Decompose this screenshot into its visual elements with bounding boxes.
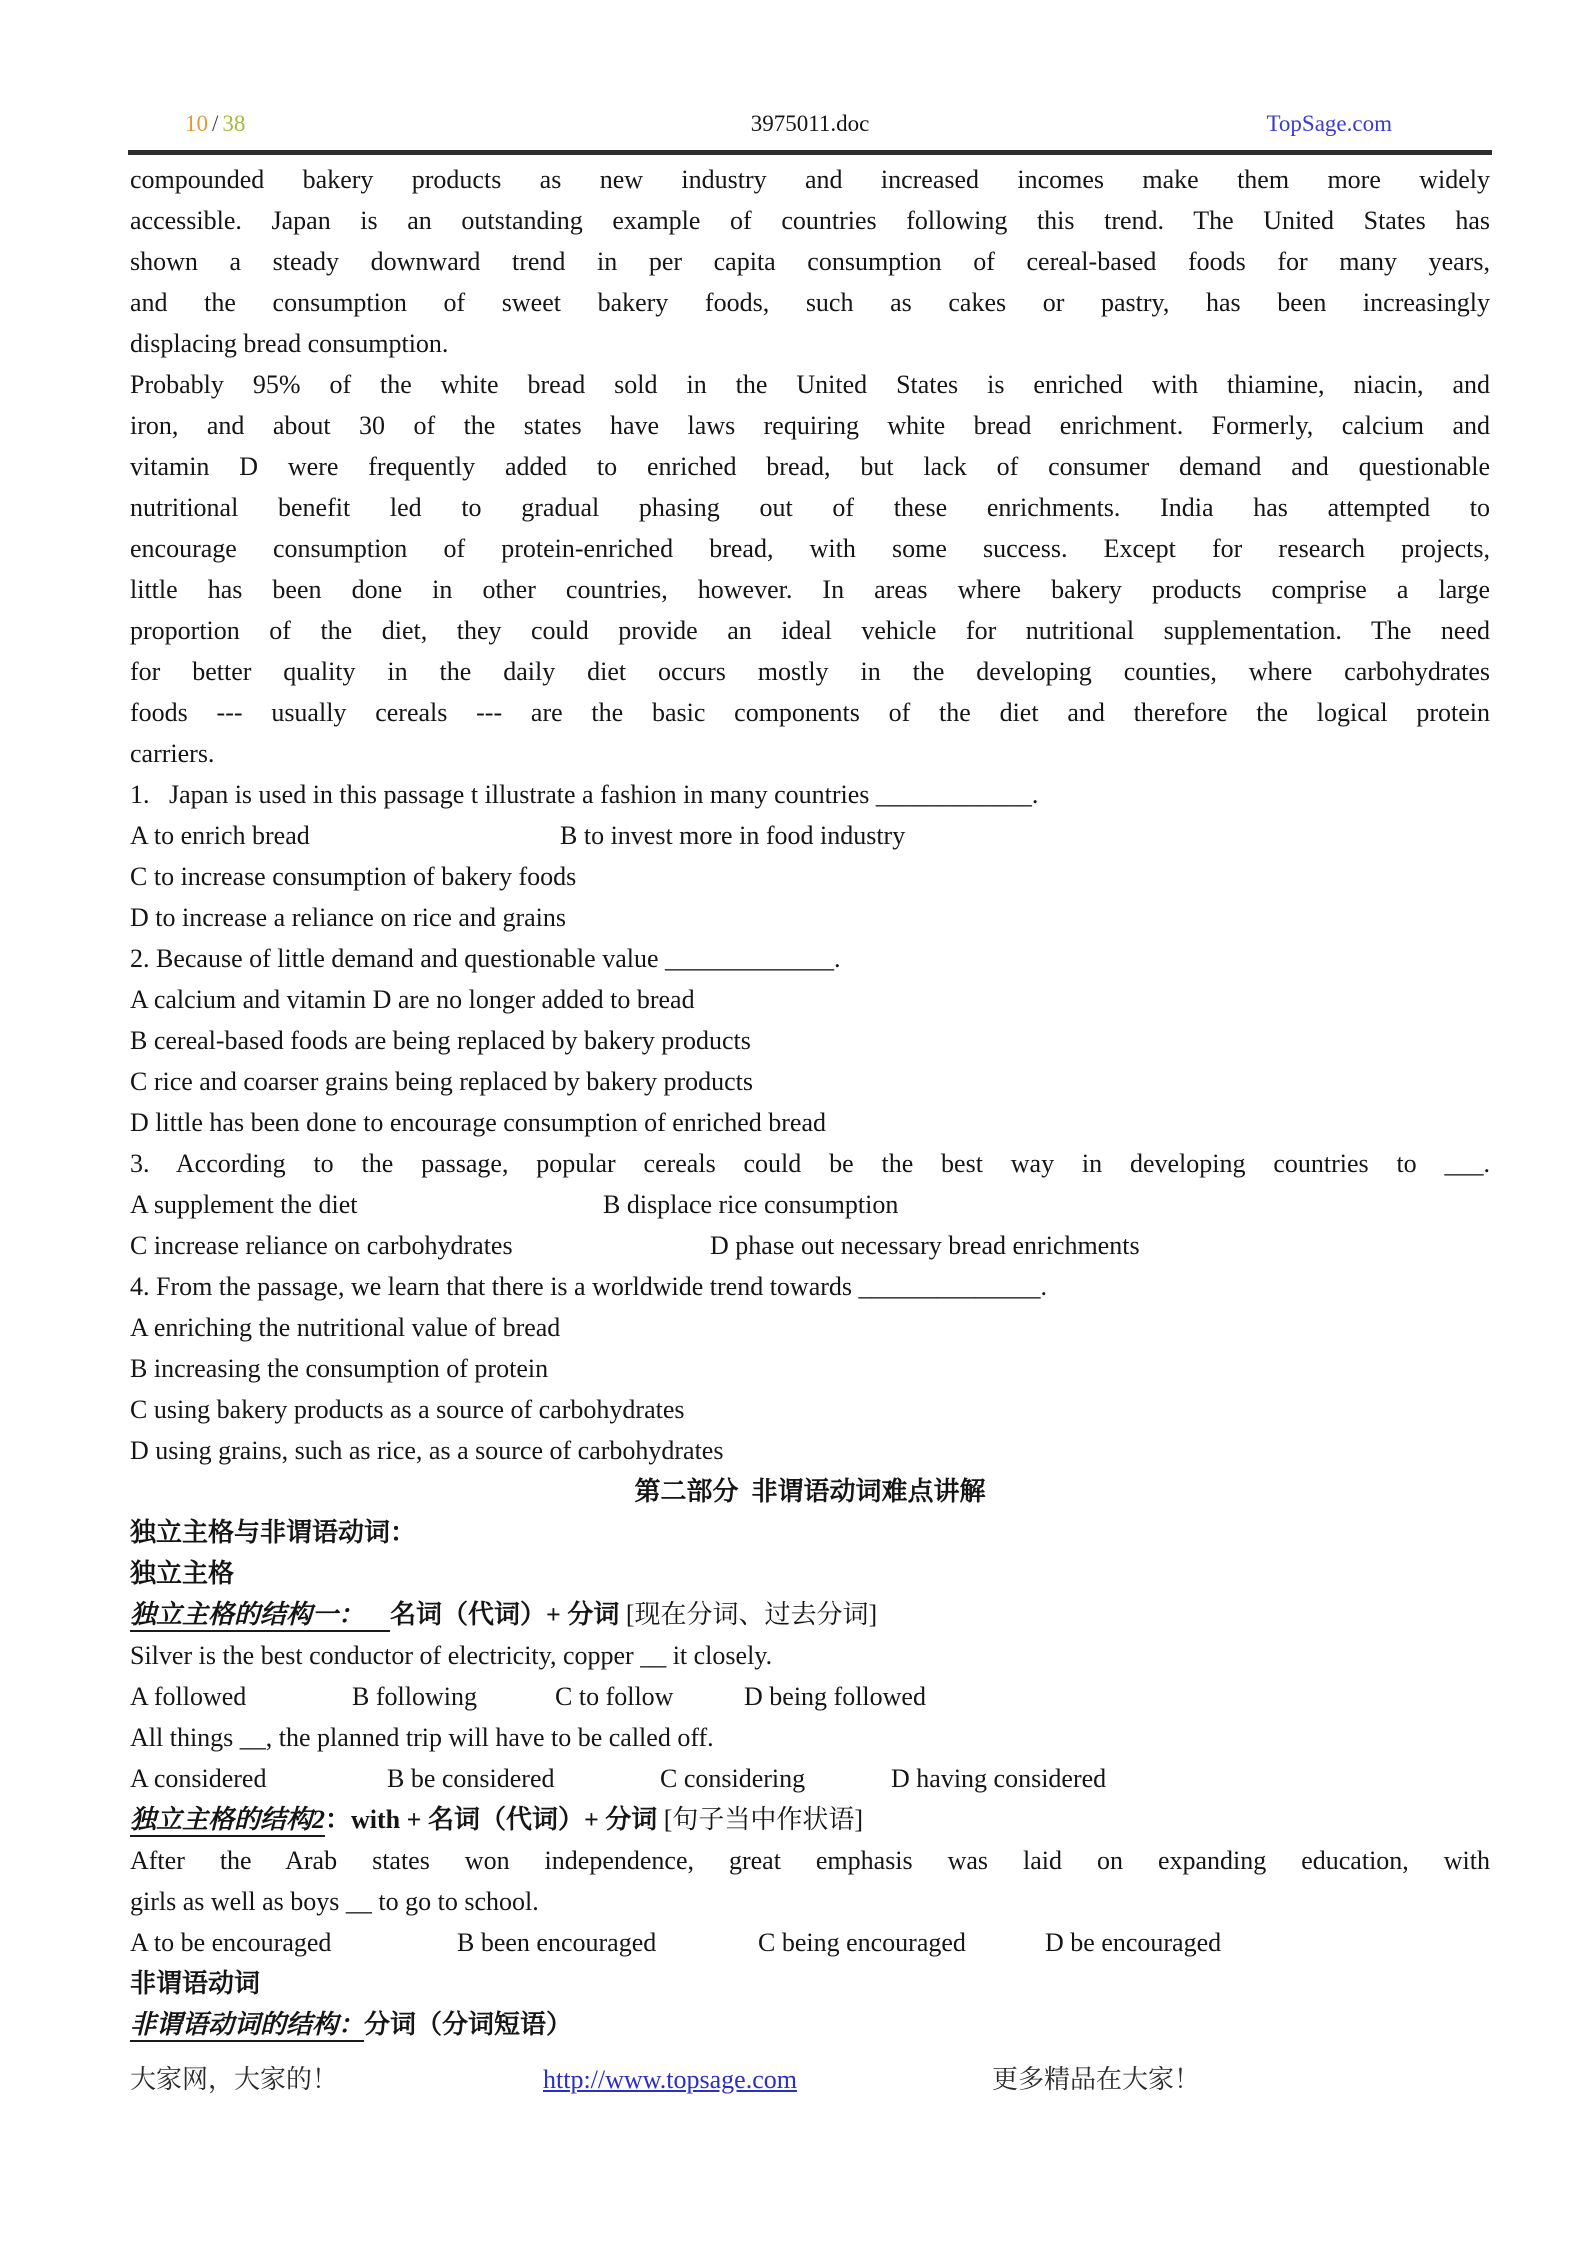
option-item: D having considered bbox=[891, 1764, 1107, 1793]
option-row bbox=[130, 1676, 1490, 1717]
formula-segment: 独立主格的结构一： bbox=[130, 1600, 390, 1632]
formula-segment: 分词（分词短语） bbox=[364, 2010, 573, 2039]
option-item: A to be encouraged bbox=[130, 1928, 332, 1957]
option-item: C considering bbox=[660, 1764, 806, 1793]
option-line: C using bakery products as a source of carbohydrates bbox=[130, 1395, 685, 1424]
text-line: carriers. bbox=[130, 739, 215, 768]
text-line: compounded bakery products as new industry and increased incomes make them more widely bbox=[130, 165, 1490, 194]
option-item: A to enrich bread bbox=[130, 821, 310, 850]
option-row bbox=[130, 1758, 1490, 1799]
current-page-number: 10 bbox=[185, 111, 208, 136]
text-line: little has been done in other countries, however. In areas where bakery products comprise a large bbox=[130, 575, 1490, 604]
text-line: shown a steady downward trend in per capita consumption of cereal-based foods for many years, bbox=[130, 247, 1490, 276]
option-item: B following bbox=[352, 1682, 477, 1711]
grammar-formula-line bbox=[130, 2004, 1490, 2045]
formula-segment: [句子当中作状语] bbox=[663, 1805, 864, 1834]
question-line: 1. Japan is used in this passage t illustrate a fashion in many countries ____________. bbox=[130, 780, 1039, 809]
page-footer bbox=[130, 2061, 1594, 2099]
text-line: proportion of the diet, they could provide an ideal vehicle for nutritional supplementation. The need bbox=[130, 616, 1490, 645]
footer-slogan-left: 大家网，大家的！ bbox=[130, 2065, 339, 2094]
subsection-heading: 独立主格 bbox=[130, 1559, 235, 1588]
option-item: C to follow bbox=[555, 1682, 674, 1711]
topsage-site-link[interactable]: TopSage.com bbox=[1266, 111, 1392, 136]
option-item: D being followed bbox=[744, 1682, 926, 1711]
question-line: 4. From the passage, we learn that there is a worldwide trend towards ______________. bbox=[130, 1272, 1048, 1301]
option-item: C increase reliance on carbohydrates bbox=[130, 1231, 513, 1260]
option-line: C to increase consumption of bakery foods bbox=[130, 862, 577, 891]
formula-segment: 独立主格的结构2 bbox=[130, 1805, 325, 1837]
option-item: A considered bbox=[130, 1764, 267, 1793]
option-line: D little has been done to encourage consumption of enriched bread bbox=[130, 1108, 826, 1137]
page-header bbox=[130, 0, 1490, 140]
text-line: vitamin D were frequently added to enriched bread, but lack of consumer demand and questionable bbox=[130, 452, 1490, 481]
option-item: A followed bbox=[130, 1682, 247, 1711]
text-line: girls as well as boys __ to go to school. bbox=[130, 1887, 539, 1916]
text-line: accessible. Japan is an outstanding example of countries following this trend. The United States has bbox=[130, 206, 1490, 235]
option-item: D phase out necessary bread enrichments bbox=[710, 1231, 1140, 1260]
text-line: nutritional benefit led to gradual phasing out of these enrichments. India has attempted to bbox=[130, 493, 1490, 522]
text-line: and the consumption of sweet bakery foods, such as cakes or pastry, has been increasingly bbox=[130, 288, 1490, 317]
page-separator: / bbox=[212, 111, 219, 136]
option-line: C rice and coarser grains being replaced by bakery products bbox=[130, 1067, 754, 1096]
formula-segment: 名词（代词）+ 分词 bbox=[390, 1600, 626, 1629]
option-item: D be encouraged bbox=[1045, 1928, 1222, 1957]
option-line: D using grains, such as rice, as a source of carbohydrates bbox=[130, 1436, 724, 1465]
formula-segment: ：with + 名词（代词）+ 分词 bbox=[325, 1805, 664, 1834]
page-indicator bbox=[130, 108, 583, 140]
text-line: All things __, the planned trip will have to be called off. bbox=[130, 1723, 714, 1752]
option-line: A calcium and vitamin D are no longer added to bread bbox=[130, 985, 695, 1014]
document-filename: 3975011.doc bbox=[750, 111, 870, 136]
option-item: B displace rice consumption bbox=[603, 1190, 899, 1219]
option-item: B been encouraged bbox=[457, 1928, 657, 1957]
option-line: A enriching the nutritional value of bread bbox=[130, 1313, 561, 1342]
text-line: encourage consumption of protein-enriched bread, with some success. Except for research projects, bbox=[130, 534, 1490, 563]
text-line: displacing bread consumption. bbox=[130, 329, 449, 358]
section-title: 第二部分 非谓语动词难点讲解 bbox=[634, 1477, 986, 1506]
option-item: A supplement the diet bbox=[130, 1190, 358, 1219]
option-row bbox=[130, 815, 1490, 856]
option-line: D to increase a reliance on rice and grains bbox=[130, 903, 567, 932]
option-row bbox=[130, 1225, 1490, 1266]
text-line: Silver is the best conductor of electricity, copper __ it closely. bbox=[130, 1641, 773, 1670]
text-line: foods --- usually cereals --- are the basic components of the diet and therefore the logical protein bbox=[130, 698, 1490, 727]
formula-segment: [现在分词、过去分词] bbox=[625, 1600, 878, 1629]
text-line: iron, and about 30 of the states have laws requiring white bread enrichment. Formerly, calcium and bbox=[130, 411, 1490, 440]
subsection-heading: 独立主格与非谓语动词： bbox=[130, 1518, 417, 1547]
option-item: C being encouraged bbox=[758, 1928, 966, 1957]
option-line: B cereal-based foods are being replaced by bakery products bbox=[130, 1026, 751, 1055]
subsection-heading: 非谓语动词 bbox=[130, 1969, 261, 1998]
option-row bbox=[130, 1184, 1490, 1225]
grammar-formula-line bbox=[130, 1594, 1490, 1635]
footer-url-link[interactable]: http://www.topsage.com bbox=[543, 2065, 797, 2094]
grammar-formula-line bbox=[130, 1799, 1490, 1840]
question-line: 2. Because of little demand and questionable value _____________. bbox=[130, 944, 841, 973]
option-row bbox=[130, 1922, 1490, 1963]
option-item: B to invest more in food industry bbox=[560, 821, 906, 850]
total-page-count: 38 bbox=[222, 111, 246, 136]
document-body bbox=[130, 159, 1490, 2045]
formula-segment: 非谓语动词的结构： bbox=[130, 2010, 364, 2042]
question-line: 3. According to the passage, popular cereals could be the best way in developing countries to ___. bbox=[130, 1149, 1490, 1178]
option-item: B be considered bbox=[387, 1764, 555, 1793]
text-line: Probably 95% of the white bread sold in the United States is enriched with thiamine, niacin, and bbox=[130, 370, 1490, 399]
text-line: After the Arab states won independence, great emphasis was laid on expanding education, with bbox=[130, 1846, 1490, 1875]
header-divider bbox=[128, 150, 1492, 155]
footer-slogan-right: 更多精品在大家！ bbox=[991, 2065, 1200, 2094]
option-line: B increasing the consumption of protein bbox=[130, 1354, 549, 1383]
header-right bbox=[1037, 108, 1490, 140]
text-line: for better quality in the daily diet occurs mostly in the developing counties, where carbohydrates bbox=[130, 657, 1490, 686]
